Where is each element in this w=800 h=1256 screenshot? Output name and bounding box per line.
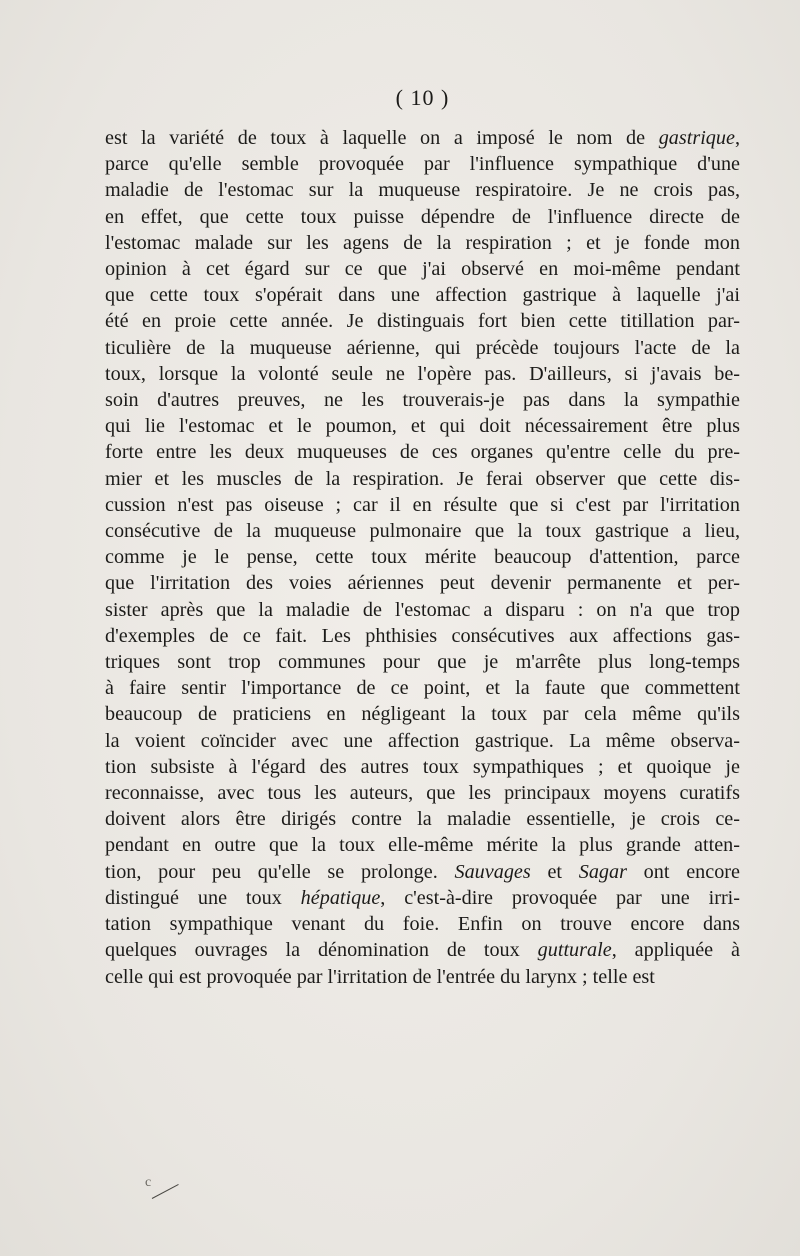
text-run: toux, lorsque la volonté seule ne l'opère pas. D'ailleurs, si j'avais be-: [105, 362, 740, 385]
text-line: [105, 544, 740, 570]
italic-term: Sagar: [578, 860, 627, 883]
text-line: [105, 780, 740, 806]
text-line: [105, 151, 740, 177]
text-run: pendant en outre que la toux elle-même mérite la plus grande atten-: [105, 834, 740, 857]
text-run: opinion à cet égard sur ce que j'ai observé en moi-même pendant: [105, 258, 740, 281]
text-run: été en proie cette année. Je distinguais fort bien cette titillation par-: [105, 310, 740, 333]
text-run: doivent alors être dirigés contre la maladie essentielle, je crois ce-: [105, 808, 740, 831]
text-run: ticulière de la muqueuse aérienne, qui précède toujours l'acte de la: [105, 336, 740, 359]
italic-term: hépatique: [300, 886, 381, 909]
text-line: [105, 911, 740, 937]
text-line: [105, 806, 740, 832]
text-line: [105, 204, 740, 230]
text-run: forte entre les deux muqueuses de ces organes qu'entre celle du pre-: [105, 441, 740, 464]
text-line: [105, 754, 740, 780]
text-run: , c'est-à-dire provoquée par une irri-: [380, 886, 740, 909]
text-line: [105, 832, 740, 858]
italic-term: Sauvages: [454, 860, 531, 883]
text-line: [105, 570, 740, 596]
text-run: que cette toux s'opérait dans une affection gastrique à laquelle j'ai: [105, 284, 740, 307]
text-line: [105, 335, 740, 361]
printer-signature-mark: c: [145, 1175, 152, 1190]
text-line: [105, 439, 740, 465]
text-run: l'estomac malade sur les agens de la respiration ; et je fonde mon: [105, 231, 740, 254]
text-run: mier et les muscles de la respiration. Je ferai observer que cette dis-: [105, 467, 740, 490]
text-line: [105, 492, 740, 518]
text-line: [105, 675, 740, 701]
text-line: [105, 728, 740, 754]
text-run: d'exemples de ce fait. Les phthisies consécutives aux affections gas-: [105, 624, 740, 647]
text-run: soin d'autres preuves, ne les trouverais-je pas dans la sympathie: [105, 389, 740, 412]
text-line: [105, 361, 740, 387]
text-line: [105, 623, 740, 649]
text-run: consécutive de la muqueuse pulmonaire que la toux gastrique a lieu,: [105, 520, 740, 543]
text-line: [105, 125, 740, 151]
text-run: que l'irritation des voies aériennes peut devenir permanente et per-: [105, 572, 740, 595]
text-line: [105, 177, 740, 203]
text-run: tation sympathique venant du foie. Enfin on trouve encore dans: [105, 913, 740, 936]
text-run: parce qu'elle semble provoquée par l'influence sympathique d'une: [105, 153, 740, 176]
text-run: , appliquée à: [611, 939, 740, 962]
text-line: [105, 701, 740, 727]
text-line: [105, 649, 740, 675]
text-run: celle qui est provoquée par l'irritation de l'entrée du larynx ; telle est: [105, 965, 655, 988]
italic-term: gutturale: [537, 939, 612, 962]
body-text: [105, 125, 740, 990]
text-run: maladie de l'estomac sur la muqueuse respiratoire. Je ne crois pas,: [105, 179, 740, 202]
text-line: [105, 282, 740, 308]
text-line: [105, 308, 740, 334]
text-run: ont encore: [626, 860, 740, 883]
text-line: [105, 256, 740, 282]
text-line: [105, 937, 740, 963]
text-run: sister après que la maladie de l'estomac a disparu : on n'a que trop: [105, 598, 740, 621]
ink-stroke: [152, 1184, 179, 1199]
text-run: qui lie l'estomac et le poumon, et qui doit nécessairement être plus: [105, 415, 740, 438]
text-run: distingué une toux: [105, 886, 301, 909]
text-run: et: [530, 860, 579, 883]
text-run: ,: [734, 127, 740, 149]
text-run: triques sont trop communes pour que je m'arrête plus long-temps: [105, 651, 740, 674]
text-line: [105, 387, 740, 413]
text-line: [105, 518, 740, 544]
text-run: reconnaisse, avec tous les auteurs, que les principaux moyens curatifs: [105, 782, 740, 805]
text-run: cussion n'est pas oiseuse ; car il en résulte que si c'est par l'irritation: [105, 493, 740, 516]
text-run: à faire sentir l'importance de ce point, et la faute que commettent: [105, 677, 740, 700]
italic-term: gastrique: [658, 127, 735, 149]
text-run: est la variété de toux à laquelle on a imposé le nom de: [105, 127, 659, 149]
text-run: tion, pour peu qu'elle se prolonge.: [105, 860, 455, 883]
text-run: quelques ouvrages la dénomination de toux: [105, 939, 538, 962]
text-run: comme je le pense, cette toux mérite beaucoup d'attention, parce: [105, 546, 740, 569]
text-line: [105, 859, 740, 885]
text-line: [105, 413, 740, 439]
text-line: [105, 466, 740, 492]
text-run: en effet, que cette toux puisse dépendre de l'influence directe de: [105, 205, 740, 228]
text-run: beaucoup de praticiens en négligeant la toux par cela même qu'ils: [105, 703, 740, 726]
text-run: la voient coïncider avec une affection gastrique. La même observa-: [105, 729, 740, 752]
page-number: ( 10 ): [395, 85, 450, 110]
text-line: [105, 885, 740, 911]
text-line: [105, 230, 740, 256]
text-line: [105, 964, 740, 990]
text-line: [105, 597, 740, 623]
text-run: tion subsiste à l'égard des autres toux sympathiques ; et quoique je: [105, 755, 740, 778]
